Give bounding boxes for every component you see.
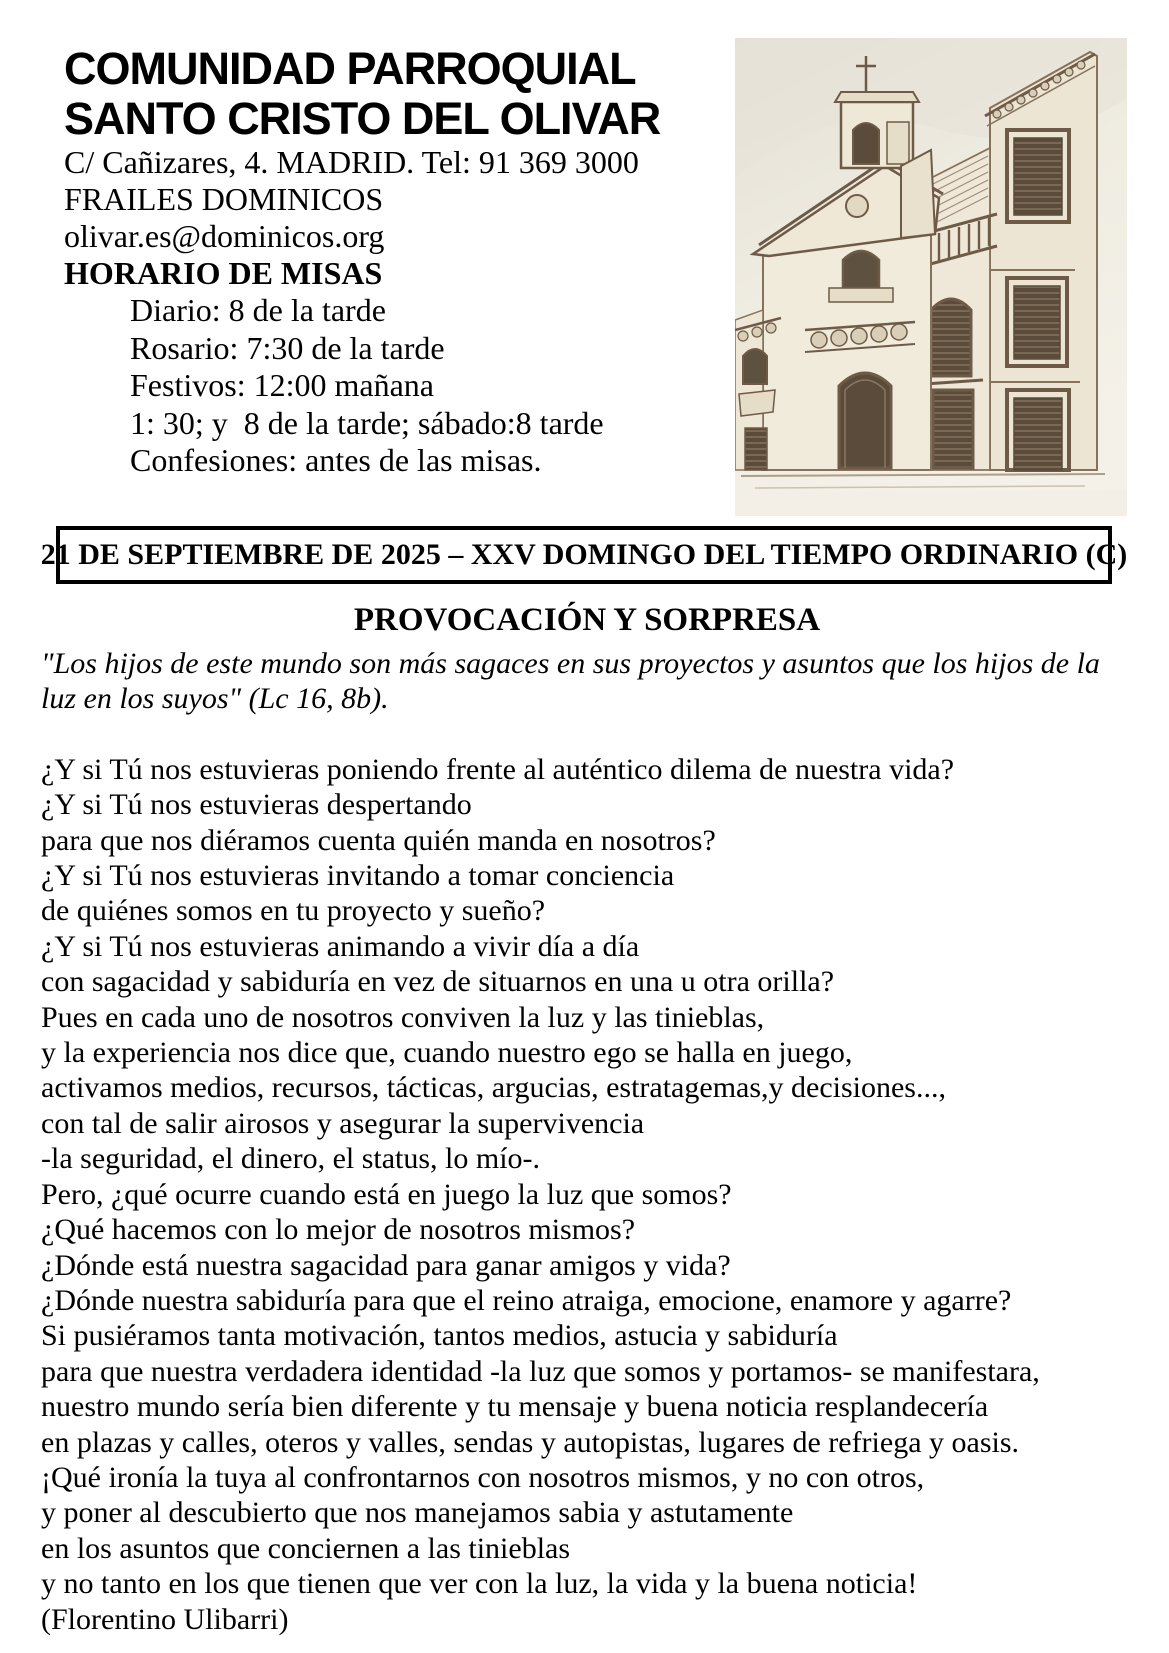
mass-schedule-list bbox=[130, 292, 729, 480]
poem-line: y poner al descubierto que nos manejamos sabia y astutamente bbox=[41, 1496, 794, 1530]
poem-line: ¿Y si Tú nos estuvieras poniendo frente al auténtico dilema de nuestra vida? bbox=[41, 752, 955, 786]
poem-line: nuestro mundo sería bien diferente y tu mensaje y buena noticia resplandecería bbox=[41, 1390, 989, 1424]
poem-line: Pues en cada uno de nosotros conviven la luz y las tinieblas, bbox=[41, 1000, 765, 1034]
poem-line: Si pusiéramos tanta motivación, tantos medios, astucia y sabiduría bbox=[41, 1319, 838, 1353]
page-title bbox=[64, 44, 729, 144]
date-banner bbox=[40, 526, 1128, 584]
mass-schedule-line: Rosario: 7:30 de la tarde bbox=[130, 329, 445, 366]
scripture-quote: "Los hijos de este mundo son más sagaces en sus proyectos y asuntos que los hijos de la luz en los suyos" (Lc 16, 8b). bbox=[41, 647, 1100, 716]
community-line: FRAILES DOMINICOS bbox=[64, 181, 384, 217]
article bbox=[41, 600, 1133, 1637]
poem-line: -la seguridad, el dinero, el status, lo mío-. bbox=[41, 1142, 541, 1176]
article-title: PROVOCACIÓN Y SORPRESA bbox=[353, 602, 821, 638]
date-banner-text: 21 DE SEPTIEMBRE DE 2025 – XXV DOMINGO DEL TIEMPO ORDINARIO (C) bbox=[40, 538, 1128, 571]
poem-line: Pero, ¿qué ocurre cuando está en juego la luz que somos? bbox=[41, 1177, 732, 1211]
address-line: C/ Cañizares, 4. MADRID. Tel: 91 369 3000 bbox=[64, 144, 639, 180]
parish-header bbox=[64, 44, 729, 480]
email-text: olivar.es@dominicos.org bbox=[64, 218, 385, 254]
poem-line: con sagacidad y sabiduría en vez de situarnos en una u otra orilla? bbox=[41, 965, 835, 999]
poem-line: para que nuestra verdadera identidad -la luz que somos y portamos- se manifestara, bbox=[41, 1354, 1040, 1388]
poem-line: y la experiencia nos dice que, cuando nuestro ego se halla en juego, bbox=[41, 1036, 853, 1070]
title-line-2: SANTO CRISTO DEL OLIVAR bbox=[64, 93, 661, 144]
poem-line: ¿Y si Tú nos estuvieras invitando a tomar conciencia bbox=[41, 859, 675, 893]
mass-schedule-line: Confesiones: antes de las misas. bbox=[130, 442, 542, 478]
poem-line: en los asuntos que conciernen a las tinieblas bbox=[41, 1531, 571, 1565]
title-line-1: COMUNIDAD PARROQUIAL bbox=[64, 43, 636, 94]
poem-line: ¡Qué ironía la tuya al confrontarnos con nosotros mismos, y no con otros, bbox=[41, 1460, 925, 1494]
poem-line: y no tanto en los que tienen que ver con la luz, la vida y la buena noticia! bbox=[41, 1567, 918, 1601]
poem bbox=[41, 752, 1133, 1602]
poem-line: ¿Dónde está nuestra sagacidad para ganar amigos y vida? bbox=[41, 1248, 731, 1282]
mass-schedule-line: 1: 30; y 8 de la tarde; sábado:8 tarde bbox=[130, 404, 604, 441]
church-facade-sketch bbox=[735, 38, 1127, 516]
poem-line: ¿Y si Tú nos estuvieras despertando bbox=[41, 788, 472, 822]
poem-line: para que nos diéramos cuenta quién manda en nosotros? bbox=[41, 823, 716, 857]
poem-line: con tal de salir airosos y asegurar la supervivencia bbox=[41, 1106, 645, 1140]
author-credit: (Florentino Ulibarri) bbox=[41, 1602, 289, 1636]
poem-line: ¿Dónde nuestra sabiduría para que el reino atraiga, emocione, enamore y agarre? bbox=[41, 1283, 1012, 1317]
poem-line: en plazas y calles, oteros y valles, sendas y autopistas, lugares de refriega y oasis. bbox=[41, 1425, 1020, 1459]
mass-schedule-line: Festivos: 12:00 mañana bbox=[130, 367, 434, 403]
mass-schedule-line: Diario: 8 de la tarde bbox=[130, 292, 386, 328]
poem-line: de quiénes somos en tu proyecto y sueño? bbox=[41, 894, 546, 928]
mass-schedule-title: HORARIO DE MISAS bbox=[64, 255, 383, 291]
poem-line: activamos medios, recursos, tácticas, argucias, estratagemas,y decisiones..., bbox=[41, 1071, 946, 1105]
poem-line: ¿Y si Tú nos estuvieras animando a vivir día a día bbox=[41, 929, 640, 963]
poem-line: ¿Qué hacemos con lo mejor de nosotros mismos? bbox=[41, 1213, 636, 1247]
